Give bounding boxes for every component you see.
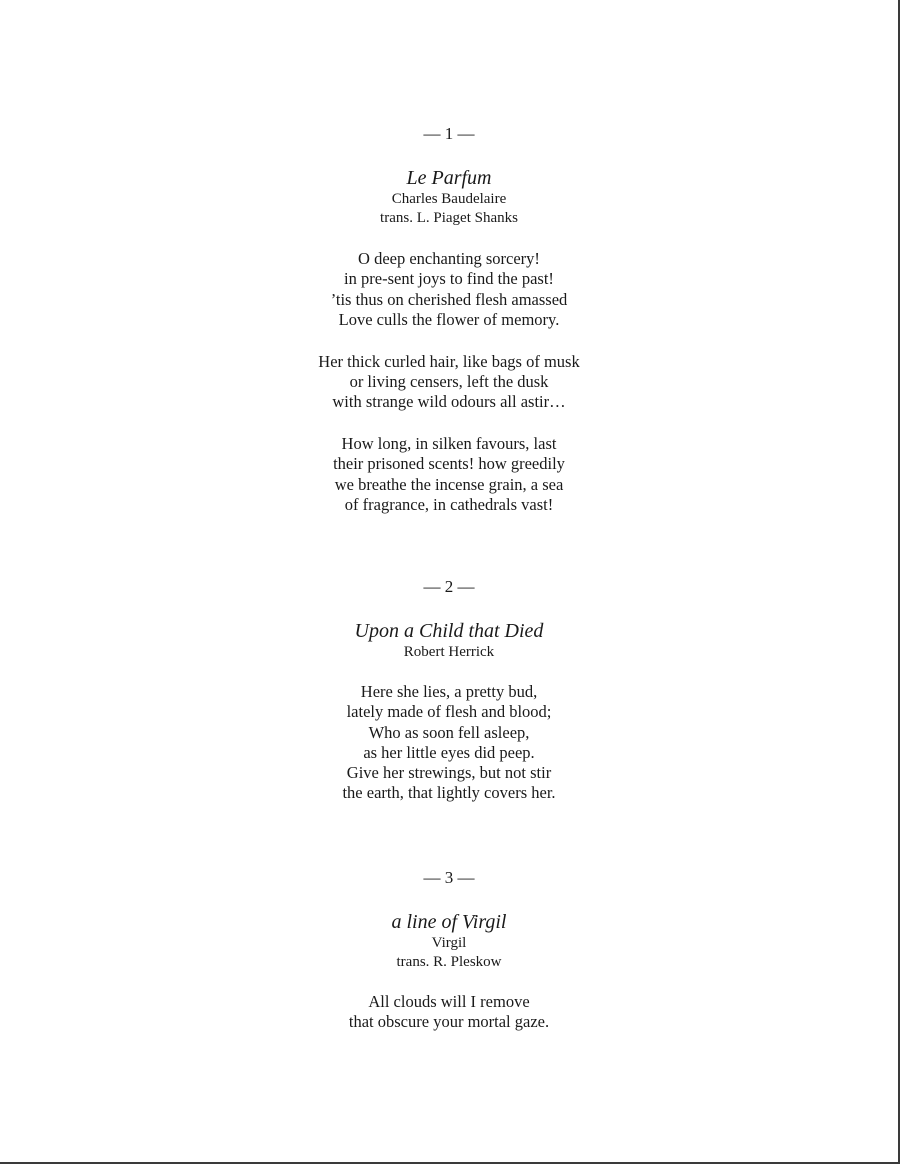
verse-line: that obscure your mortal gaze. [348,1012,550,1032]
stanza [0,434,898,516]
stanza [0,992,898,1033]
verse-line: Give her strewings, but not stir [346,763,552,783]
verse-line: lately made of flesh and blood; [346,702,552,722]
poem-translator: trans. R. Pleskow [396,954,502,970]
verse-line: O deep enchanting sorcery! [358,249,540,268]
poem-translator: trans. L. Piaget Shanks [380,210,518,226]
poem-le-parfum [0,122,898,515]
poem-number: — 1 — [423,124,475,143]
verse-line: of fragrance, in cathedrals vast! [344,495,554,515]
poem-title: a line of Virgil [391,911,507,933]
poem-upon-a-child-that-died [0,575,898,804]
poem-title: Le Parfum [406,167,492,189]
stanza [0,682,898,804]
verse-line: or living censers, left the dusk [349,372,549,392]
verse-line: All clouds will I remove [368,992,530,1011]
verse-line: their prisoned scents! how greedily [333,454,565,474]
verse-line: Who as soon fell asleep, [368,722,530,742]
verse-line: ’tis thus on cherished flesh amassed [330,289,568,309]
verse-line: Her thick curled hair, like bags of musk [318,351,580,371]
verse-line: How long, in silken favours, last [341,433,557,453]
verse-line: we breathe the incense grain, a sea [334,474,564,494]
verse-line: Love culls the flower of memory. [338,310,560,330]
verse-line: the earth, that lightly covers her. [342,783,556,803]
poem-number: — 2 — [423,577,475,596]
poem-author: Charles Baudelaire [391,191,507,207]
poem-author: Robert Herrick [403,644,495,660]
verse-line: as her little eyes did peep. [363,742,535,762]
verse-line: with strange wild odours all astir… [332,392,566,412]
poem-author: Virgil [431,935,467,951]
stanza [0,249,898,331]
verse-line: Here she lies, a pretty bud, [360,682,538,701]
poem-number: — 3 — [423,868,475,887]
verse-line: in pre-sent joys to find the past! [344,269,554,289]
poem-a-line-of-virgil [0,866,898,1033]
stanza [0,352,898,413]
poem-title: Upon a Child that Died [354,620,544,642]
